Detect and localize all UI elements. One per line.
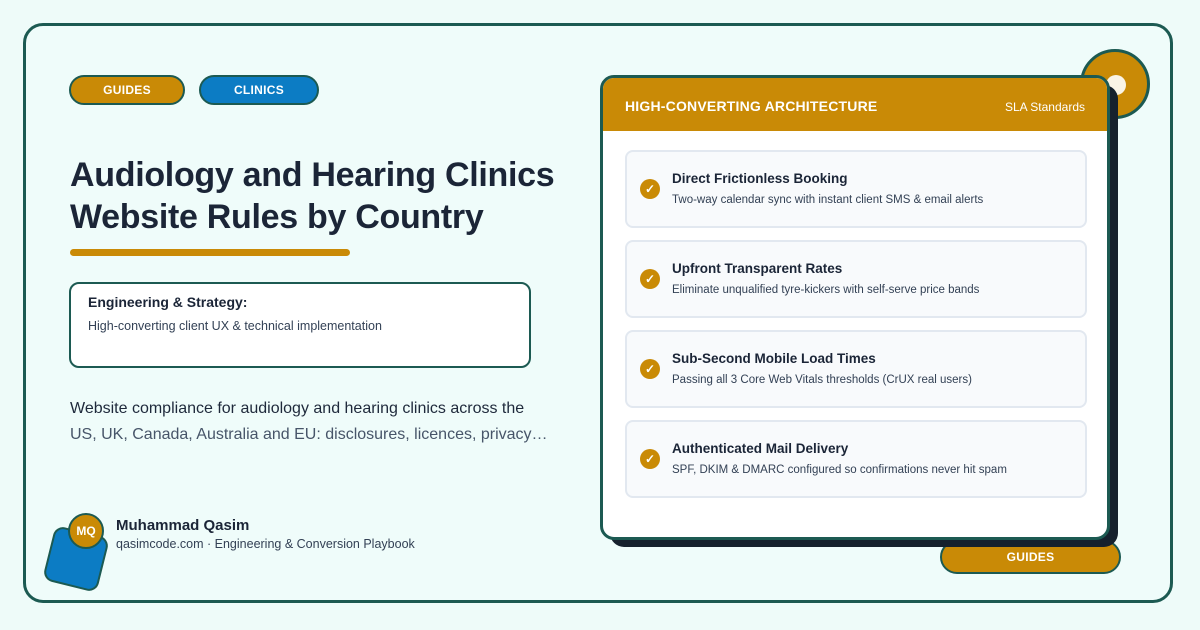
description-line-2: US, UK, Canada, Australia and EU: disclosures, licences, privacy… (70, 426, 548, 443)
card-tag: SLA Standards (1004, 100, 1085, 114)
feature-item (625, 240, 1087, 318)
author-subtitle: qasimcode.com · Engineering & Conversion Playbook (116, 537, 415, 551)
author-name: Muhammad Qasim (116, 517, 250, 534)
description-line-1: Website compliance for audiology and hearing clinics across the (70, 400, 525, 417)
feature-title: Authenticated Mail Delivery (672, 441, 849, 456)
feature-desc: Two-way calendar sync with instant client SMS & email alerts (672, 194, 984, 206)
title-line-2: Website Rules by Country (70, 198, 484, 236)
engineering-title: Engineering & Strategy: (88, 294, 248, 310)
page-title (70, 154, 570, 238)
tag-clinics[interactable]: CLINICS (199, 75, 319, 105)
engineering-box (69, 282, 531, 368)
feature-item (625, 330, 1087, 408)
engineering-subtitle: High-converting client UX & technical implementation (88, 319, 382, 333)
check-icon: ✓ (640, 359, 660, 379)
feature-title: Sub-Second Mobile Load Times (672, 351, 876, 366)
avatar: MQ (68, 513, 104, 549)
card-title: HIGH-CONVERTING ARCHITECTURE (625, 98, 878, 114)
check-icon: ✓ (640, 449, 660, 469)
feature-desc: Passing all 3 Core Web Vitals thresholds (CrUX real users) (672, 374, 972, 386)
card-header (603, 78, 1107, 131)
feature-title: Upfront Transparent Rates (672, 261, 843, 276)
check-icon: ✓ (640, 179, 660, 199)
feature-title: Direct Frictionless Booking (672, 171, 848, 186)
feature-desc: Eliminate unqualified tyre-kickers with self-serve price bands (672, 284, 980, 296)
title-underline (70, 249, 350, 256)
title-line-1: Audiology and Hearing Clinics (70, 156, 555, 194)
check-icon: ✓ (640, 269, 660, 289)
feature-desc: SPF, DKIM & DMARC configured so confirmations never hit spam (672, 464, 1007, 476)
feature-item (625, 420, 1087, 498)
tag-guides[interactable]: GUIDES (69, 75, 185, 105)
feature-item (625, 150, 1087, 228)
architecture-card (600, 75, 1110, 540)
description (70, 396, 570, 448)
bottom-tag-guides[interactable]: GUIDES (940, 540, 1121, 574)
